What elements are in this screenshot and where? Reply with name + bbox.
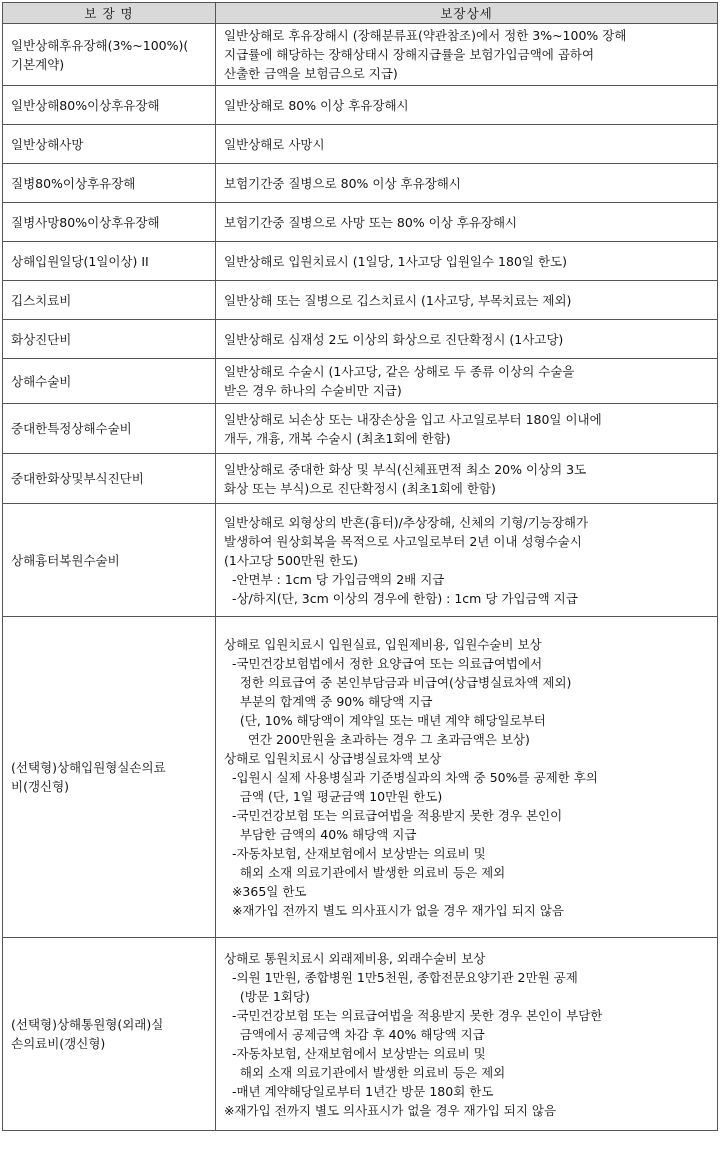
coverage-detail-line: 화상 또는 부식)으로 진단확정시 (최초1회에 한함): [224, 480, 496, 496]
table-row: [3, 164, 718, 203]
table-row: [3, 203, 718, 242]
coverage-detail-line: -국민건강보험 또는 의료급여법을 적용받지 못한 경우 본인이 부담한: [224, 1007, 603, 1023]
coverage-detail-line: 일반상해로 심재성 2도 이상의 화상으로 진단확정시 (1사고당): [224, 331, 564, 347]
coverage-detail-line: 해외 소재 의료기관에서 발생한 의료비 등은 제외: [224, 1064, 506, 1080]
coverage-detail-line: (단, 10% 해당액이 계약일 또는 매년 계약 해당일로부터: [224, 712, 546, 728]
coverage-detail-line: 받은 경우 하나의 수술비만 지급): [224, 383, 402, 398]
table-row: [3, 281, 718, 320]
table-row: [3, 24, 718, 86]
coverage-name: [3, 281, 216, 320]
coverage-detail-line: 일반상해로 중대한 화상 및 부식(신체표면적 최소 20% 이상의 3도: [224, 461, 587, 477]
coverage-detail-line: 상해로 입원치료시 상급병실료차액 보상: [224, 750, 442, 766]
coverage-detail-line: -자동차보험, 산재보험에서 보상받는 의료비 및: [224, 845, 486, 861]
table-row: [3, 125, 718, 164]
coverage-name-line: 질병사망80%이상후유장해: [11, 214, 160, 230]
coverage-detail-line: 산출한 금액을 보험금으로 지급): [224, 66, 398, 81]
coverage-name: [3, 125, 216, 164]
coverage-detail-line: 일반상해로 입원치료시 (1일당, 1사고당 입원일수 180일 한도): [224, 253, 567, 269]
coverage-name-line: 중대한화상및부식진단비: [11, 471, 144, 486]
coverage-name-line: 상해흉터복원수술비: [11, 552, 120, 568]
coverage-name: [3, 86, 216, 125]
coverage-name-line: 손의료비(갱신형): [11, 1036, 106, 1051]
coverage-detail-line: (1사고당 500만원 한도): [224, 552, 359, 568]
table-header-row: [3, 3, 718, 24]
coverage-detail: [216, 203, 718, 242]
coverage-detail-line: 지급률에 해당하는 장해상태시 장해지급률을 보험가입금액에 곱하여: [224, 47, 595, 62]
coverage-detail: [216, 938, 718, 1131]
coverage-name-line: 깁스치료비: [11, 292, 72, 308]
coverage-name-line: 중대한특정상해수술비: [11, 421, 132, 436]
coverage-detail: [216, 359, 718, 404]
coverage-detail-line: 일반상해로 80% 이상 후유장해시: [224, 97, 409, 113]
coverage-detail-line: 보험기간중 질병으로 사망 또는 80% 이상 후유장해시: [224, 214, 518, 230]
coverage-detail: [216, 164, 718, 203]
table-row: [3, 320, 718, 359]
coverage-detail: [216, 24, 718, 86]
coverage-detail: [216, 404, 718, 454]
coverage-detail-line: 일반상해로 후유장해시 (장해분류표(약관참조)에서 정한 3%~100% 장해: [224, 28, 627, 43]
coverage-detail-line: -안면부 : 1cm 당 가입금액의 2배 지급: [224, 571, 445, 587]
coverage-detail-line: 상해로 통원치료시 외래제비용, 외래수술비 보상: [224, 950, 486, 966]
coverage-detail: [216, 617, 718, 938]
coverage-detail-line: -자동차보험, 산재보험에서 보상받는 의료비 및: [224, 1045, 486, 1061]
coverage-name: [3, 203, 216, 242]
coverage-detail-line: -의원 1만원, 종합병원 1만5천원, 종합전문요양기관 2만원 공제: [224, 969, 578, 985]
coverage-name-line: 화상진단비: [11, 331, 72, 347]
coverage-detail: [216, 504, 718, 617]
coverage-name-line: 상해입원일당(1일이상) II: [11, 253, 149, 269]
coverage-name: [3, 24, 216, 86]
table-row: [3, 504, 718, 617]
table-row: [3, 454, 718, 504]
coverage-name: [3, 454, 216, 504]
coverage-name-line: 기본계약): [11, 56, 65, 72]
coverage-detail-line: -국민건강보험 또는 의료급여법을 적용받지 못한 경우 본인이: [224, 807, 563, 823]
coverage-detail: [216, 281, 718, 320]
coverage-detail: [216, 86, 718, 125]
coverage-detail-line: 부담한 금액의 40% 해당액 지급: [224, 826, 417, 842]
coverage-detail-line: 일반상해로 사망시: [224, 136, 325, 152]
coverage-detail-line: 연간 200만원을 초과하는 경우 그 초과금액은 보상): [224, 731, 530, 747]
coverage-name-line: 비(갱신형): [11, 779, 70, 794]
coverage-detail-line: 금액에서 공제금액 차감 후 40% 해당액 지급: [224, 1026, 485, 1042]
coverage-detail: [216, 320, 718, 359]
coverage-name: [3, 938, 216, 1131]
coverage-detail-line: 부분의 합계액 중 90% 해당액 지급: [224, 693, 433, 709]
coverage-detail-line: -입원시 실제 사용병실과 기준병실과의 차액 중 50%를 공제한 후의: [224, 769, 598, 785]
coverage-name-line: 상해수술비: [11, 373, 72, 389]
coverage-detail-line: 개두, 개흉, 개복 수술시 (최초1회에 한함): [224, 430, 451, 446]
coverage-detail-line: (방문 1회당): [224, 988, 310, 1004]
coverage-detail: [216, 454, 718, 504]
coverage-name: [3, 164, 216, 203]
coverage-name: [3, 617, 216, 938]
table-row: [3, 617, 718, 938]
coverage-name-line: (선택형)상해통원형(외래)실: [11, 1017, 164, 1032]
coverage-detail-line: ※재가입 전까지 별도 의사표시가 없을 경우 재가입 되지 않음: [224, 1102, 557, 1118]
coverage-detail: [216, 242, 718, 281]
coverage-name-line: 일반상해후유장해(3%~100%)(: [11, 37, 189, 53]
table-row: [3, 359, 718, 404]
coverage-detail-line: ※365일 한도: [224, 883, 307, 899]
coverage-detail-line: 해외 소재 의료기관에서 발생한 의료비 등은 제외: [224, 864, 506, 880]
coverage-name-line: 일반상해80%이상후유장해: [11, 97, 160, 113]
coverage-detail: [216, 125, 718, 164]
table-row: [3, 404, 718, 454]
table-row: [3, 86, 718, 125]
coverage-name: [3, 504, 216, 617]
table-row: [3, 938, 718, 1131]
coverage-detail-line: 상해로 입원치료시 입원실료, 입원제비용, 입원수술비 보상: [224, 636, 542, 652]
coverage-name-line: (선택형)상해입원형실손의료: [11, 760, 166, 775]
coverage-detail-line: 정한 의료급여 중 본인부담금과 비급여(상급병실료차액 제외): [224, 674, 572, 690]
coverage-name: [3, 320, 216, 359]
header-coverage-detail: 보장상세: [216, 3, 718, 24]
coverage-detail-line: 발생하여 원상회복을 목적으로 사고일로부터 2년 이내 성형수술시: [224, 533, 582, 549]
coverage-name: [3, 359, 216, 404]
coverage-detail-line: 일반상해로 외형상의 반흔(흉터)/추상장해, 신체의 기형/기능장해가: [224, 514, 589, 530]
coverage-name-line: 일반상해사망: [11, 136, 84, 152]
coverage-detail-line: -국민건강보험법에서 정한 요양급여 또는 의료급여법에서: [224, 655, 543, 671]
coverage-detail-line: ※재가입 전까지 별도 의사표시가 없을 경우 재가입 되지 않음: [224, 902, 565, 918]
table-row: [3, 242, 718, 281]
coverage-detail-line: 일반상해 또는 질병으로 깁스치료시 (1사고당, 부목치료는 제외): [224, 292, 572, 308]
coverage-detail-line: -상/하지(단, 3cm 이상의 경우에 한함) : 1cm 당 가입금액 지급: [224, 590, 578, 606]
header-coverage-name: 보 장 명: [3, 3, 216, 24]
coverage-name-line: 질병80%이상후유장해: [11, 175, 136, 191]
coverage-detail-line: -매년 계약해당일로부터 1년간 방문 180회 한도: [224, 1083, 494, 1099]
coverage-table: [2, 2, 718, 1131]
coverage-name: [3, 242, 216, 281]
coverage-detail-line: 금액 (단, 1일 평균금액 10만원 한도): [224, 788, 443, 804]
coverage-detail-line: 일반상해로 수술시 (1사고당, 같은 상해로 두 종류 이상의 수술을: [224, 364, 575, 379]
coverage-name: [3, 404, 216, 454]
coverage-detail-line: 일반상해로 뇌손상 또는 내장손상을 입고 사고일로부터 180일 이내에: [224, 411, 602, 427]
coverage-detail-line: 보험기간중 질병으로 80% 이상 후유장해시: [224, 175, 461, 191]
